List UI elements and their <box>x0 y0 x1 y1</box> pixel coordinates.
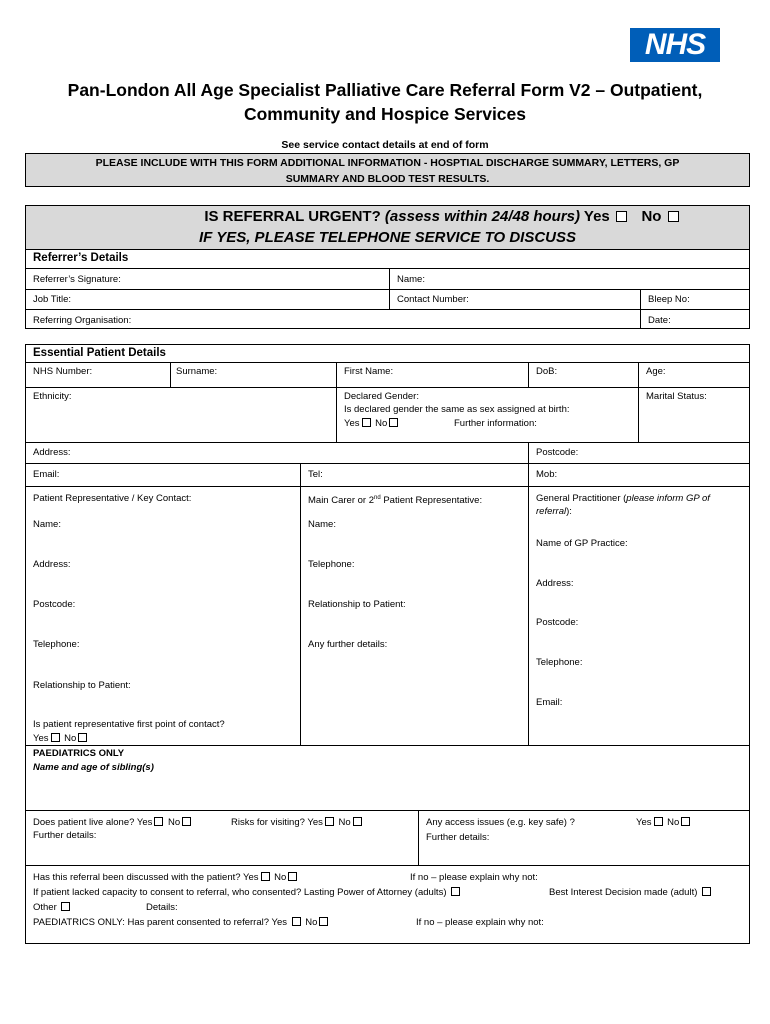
discussed-question: Has this referral been discussed with the patient? Yes <box>33 872 259 883</box>
gp-heading-line2 <box>536 505 572 518</box>
access-yes-label: Yes <box>636 817 652 828</box>
form-title <box>40 78 730 126</box>
risks-no-label: No <box>338 817 351 828</box>
risks-yes-checkbox[interactable] <box>325 817 334 826</box>
representative-postcode-field[interactable]: Postcode: <box>33 599 76 610</box>
risks-visiting-question: Risks for visiting? Yes <box>231 817 323 828</box>
contact-note: See service contact details at end of form <box>281 139 489 151</box>
paed-consent-no-checkbox[interactable] <box>319 917 328 926</box>
patient-address-field[interactable]: Address: <box>33 447 71 458</box>
representative-name-field[interactable]: Name: <box>33 519 61 530</box>
risks-no-checkbox[interactable] <box>353 817 362 826</box>
gender-no-label: No <box>375 418 388 429</box>
urgent-no-checkbox[interactable] <box>668 211 679 222</box>
first-contact-no-label: No <box>64 733 77 744</box>
discussed-no-checkbox[interactable] <box>288 872 297 881</box>
urgent-yes-checkbox[interactable] <box>616 211 627 222</box>
paed-consent-explain-field[interactable]: If no – please explain why not: <box>416 917 544 928</box>
gender-yes-checkbox[interactable] <box>362 418 371 427</box>
other-checkbox[interactable] <box>61 902 70 911</box>
patient-postcode-field[interactable]: Postcode: <box>536 447 579 458</box>
further-information-field[interactable]: Further information: <box>454 418 537 429</box>
other-row <box>33 901 72 914</box>
paed-consent-row <box>33 916 330 929</box>
gender-yes-label: Yes <box>344 418 360 429</box>
representative-address-field[interactable]: Address: <box>33 559 71 570</box>
marital-status-field[interactable]: Marital Status: <box>646 391 707 402</box>
access-yes-checkbox[interactable] <box>654 817 663 826</box>
urgent-yes-label: Yes <box>583 208 610 225</box>
first-contact-yes-label: Yes <box>33 733 49 744</box>
carer-telephone-field[interactable]: Telephone: <box>308 559 355 570</box>
access-answer-row <box>636 816 692 829</box>
surname-field[interactable]: Surname: <box>176 366 218 377</box>
main-carer-heading-sup: nd <box>374 495 381 501</box>
sibling-field[interactable]: Name and age of sibling(s) <box>33 762 154 773</box>
risks-visiting-row <box>231 816 364 829</box>
first-contact-answer-row <box>33 732 89 745</box>
notice-line-1: PLEASE INCLUDE WITH THIS FORM ADDITIONAL INFORMATION - HOSPTIAL DISCHARGE SUMMARY, LETTERS, GP <box>95 157 680 169</box>
gp-heading-note: please inform GP of <box>626 493 710 504</box>
first-name-field[interactable]: First Name: <box>344 366 394 377</box>
notice-line-2: SUMMARY AND BLOOD TEST RESULTS. <box>285 173 490 185</box>
gp-telephone-field[interactable]: Telephone: <box>536 657 583 668</box>
gp-heading <box>536 492 710 505</box>
patient-heading: Essential Patient Details <box>33 347 166 359</box>
discussed-no-label: No <box>274 872 287 883</box>
referral-date-field[interactable]: Date: <box>648 315 671 326</box>
discussed-explain-field[interactable]: If no – please explain why not: <box>410 872 538 883</box>
capacity-question: If patient lacked capacity to consent to referral, who consented? Lasting Power of Attorney (adults) <box>33 887 447 898</box>
bleep-number-field[interactable]: Bleep No: <box>648 294 690 305</box>
live-alone-question: Does patient live alone? Yes <box>33 817 153 828</box>
first-contact-no-checkbox[interactable] <box>78 733 87 742</box>
best-interest-label: Best Interest Decision made (adult) <box>549 887 698 898</box>
representative-first-contact-question: Is patient representative first point of contact? <box>33 719 225 730</box>
gender-no-checkbox[interactable] <box>389 418 398 427</box>
access-no-checkbox[interactable] <box>681 817 690 826</box>
gp-email-field[interactable]: Email: <box>536 697 563 708</box>
live-alone-yes-checkbox[interactable] <box>154 817 163 826</box>
gp-heading-end: ): <box>566 506 572 517</box>
carer-name-field[interactable]: Name: <box>308 519 336 530</box>
live-alone-no-checkbox[interactable] <box>182 817 191 826</box>
paed-consent-question: PAEDIATRICS ONLY: Has parent consented to referral? Yes <box>33 917 287 928</box>
declared-gender-field[interactable]: Declared Gender: <box>344 391 419 402</box>
best-interest-checkbox[interactable] <box>702 887 711 896</box>
gp-heading-text: General Practitioner ( <box>536 493 627 504</box>
ethnicity-field[interactable]: Ethnicity: <box>33 391 72 402</box>
patient-email-field[interactable]: Email: <box>33 469 60 480</box>
contact-number-field[interactable]: Contact Number: <box>397 294 469 305</box>
first-contact-yes-checkbox[interactable] <box>51 733 60 742</box>
age-field[interactable]: Age: <box>646 366 666 377</box>
main-carer-heading <box>308 492 482 507</box>
urgent-question: IS REFERRAL URGENT? <box>204 208 381 225</box>
main-carer-heading-text: Main Carer or 2 <box>308 495 374 507</box>
patient-tel-field[interactable]: Tel: <box>308 469 323 480</box>
representative-telephone-field[interactable]: Telephone: <box>33 639 80 650</box>
additional-info-notice <box>25 153 750 187</box>
paediatrics-heading: PAEDIATRICS ONLY <box>33 748 125 759</box>
referrer-signature-field[interactable]: Referrer’s Signature: <box>33 274 121 285</box>
access-no-label: No <box>667 817 680 828</box>
dob-field[interactable]: DoB: <box>536 366 558 377</box>
access-further-details-field[interactable]: Further details: <box>426 832 490 843</box>
carer-further-details-field[interactable]: Any further details: <box>308 639 388 650</box>
access-issues-question: Any access issues (e.g. key safe) ? <box>426 817 575 828</box>
urgent-referral-box <box>25 205 750 250</box>
urgent-telephone-note: IF YES, PLEASE TELEPHONE SERVICE TO DISCUSS <box>198 229 577 246</box>
lpa-checkbox[interactable] <box>451 887 460 896</box>
living-further-details-field[interactable]: Further details: <box>33 830 97 841</box>
paed-consent-no-label: No <box>305 917 318 928</box>
gp-postcode-field[interactable]: Postcode: <box>536 617 579 628</box>
discussed-yes-checkbox[interactable] <box>261 872 270 881</box>
title-line-2: Community and Hospice Services <box>243 104 527 124</box>
other-details-field[interactable]: Details: <box>146 902 178 913</box>
title-line-1: Pan-London All Age Specialist Palliative Care Referral Form V2 – Outpatient, <box>67 80 703 100</box>
referrer-heading: Referrer’s Details <box>33 252 129 264</box>
gp-heading-note-2: referral <box>536 506 567 517</box>
live-alone-no-label: No <box>168 817 181 828</box>
gender-answer-row <box>344 417 400 430</box>
nhs-number-field[interactable]: NHS Number: <box>33 366 93 377</box>
discussed-row <box>33 871 299 884</box>
gender-question: Is declared gender the same as sex assigned at birth: <box>344 404 570 415</box>
referrer-name-field[interactable]: Name: <box>397 274 425 285</box>
representative-heading: Patient Representative / Key Contact: <box>33 493 192 504</box>
representative-relationship-field[interactable]: Relationship to Patient: <box>33 680 131 691</box>
other-label: Other <box>33 902 57 913</box>
job-title-field[interactable]: Job Title: <box>33 294 72 305</box>
nhs-logo: NHS <box>630 28 720 62</box>
urgent-assess-note: (assess within 24/48 hours) <box>384 208 580 225</box>
best-interest-row <box>549 886 713 899</box>
carer-relationship-field[interactable]: Relationship to Patient: <box>308 599 406 610</box>
live-alone-row <box>33 816 193 829</box>
gp-practice-field[interactable]: Name of GP Practice: <box>536 538 628 549</box>
referring-organisation-field[interactable]: Referring Organisation: <box>33 315 132 326</box>
patient-mob-field[interactable]: Mob: <box>536 469 558 480</box>
capacity-row <box>33 886 462 899</box>
paed-consent-yes-checkbox[interactable] <box>292 917 301 926</box>
urgent-no-label: No <box>641 208 662 225</box>
patient-details-table <box>25 344 750 944</box>
gp-address-field[interactable]: Address: <box>536 578 574 589</box>
main-carer-heading-end: Patient Representative: <box>380 495 483 507</box>
